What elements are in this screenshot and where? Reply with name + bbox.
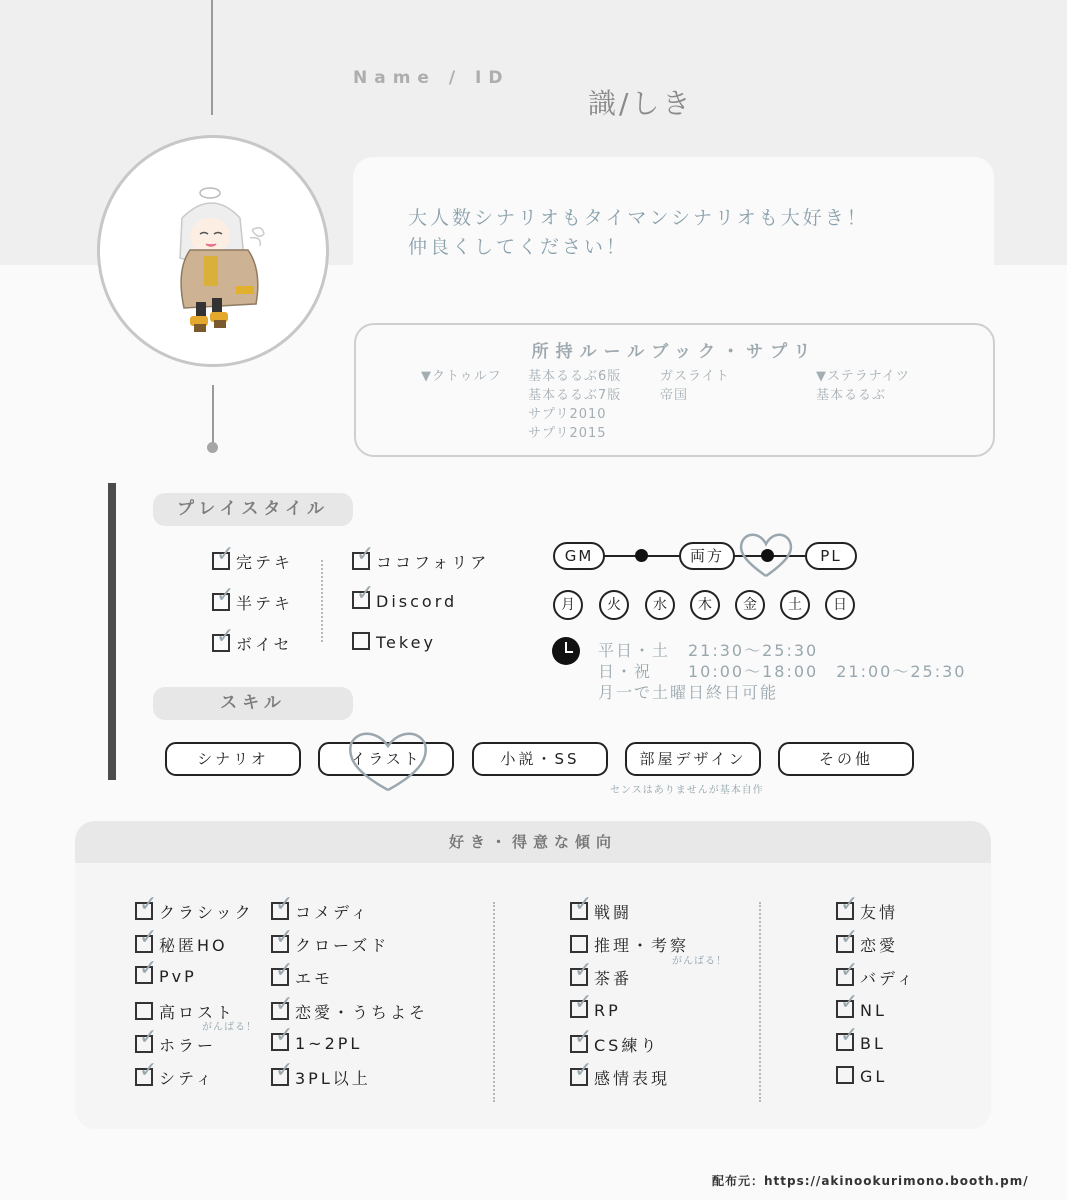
checkbox-row	[135, 1025, 217, 1056]
checkbox	[271, 892, 297, 920]
day-mon: 月	[553, 590, 583, 620]
checkbox	[836, 958, 862, 986]
checkbox-row	[836, 958, 916, 989]
checkmark-icon: ✓	[840, 1023, 862, 1048]
rulebook-item: ▼ステラナイツ	[816, 369, 910, 384]
checkbox-row	[836, 925, 899, 956]
checkmark-icon: ✓	[139, 1025, 161, 1050]
checkbox-label: シティ	[159, 1069, 215, 1088]
day-wed: 水	[645, 590, 675, 620]
checkbox-row	[135, 956, 197, 986]
rulebook-item: ガスライト	[660, 369, 730, 384]
skill-novel: 小説・SS	[472, 742, 608, 776]
note-ganbaru: がんばる！	[202, 1022, 257, 1033]
checkbox-row	[352, 632, 436, 652]
checkmark-icon: ✓	[574, 892, 596, 917]
checkmark-icon: ✓	[139, 892, 161, 917]
checkbox-label: クローズド	[295, 936, 390, 955]
rulebook-item: サプリ2010	[528, 407, 607, 422]
checkbox-row	[271, 925, 390, 956]
day-tue: 火	[599, 590, 629, 620]
checkbox-row	[212, 542, 294, 573]
checkmark-icon: ✓	[216, 583, 238, 608]
checkbox	[836, 990, 862, 1018]
skill-room-design: 部屋デザイン	[625, 742, 761, 776]
chibi-character-illustration	[100, 138, 326, 364]
clock-icon	[552, 637, 580, 665]
checkbox	[271, 925, 297, 953]
checkmark-icon: ✓	[356, 581, 378, 606]
checkbox	[271, 1058, 297, 1086]
checkmark-icon: ✓	[275, 892, 297, 917]
day-sat: 土	[780, 590, 810, 620]
checkmark-icon: ✓	[275, 958, 297, 983]
divider-line-mid	[212, 385, 214, 443]
checkmark-icon: ✓	[840, 990, 862, 1015]
checkbox-label: 1~2PL	[295, 1034, 363, 1053]
checkbox-row	[352, 542, 490, 573]
checkbox	[836, 925, 862, 953]
checkbox	[570, 1058, 596, 1086]
checkbox	[570, 958, 596, 986]
role-pl: PL	[805, 542, 857, 570]
checkbox-row	[271, 992, 429, 1023]
role-gm: GM	[553, 542, 605, 570]
checkbox	[135, 892, 161, 920]
checkmark-icon: ✓	[574, 1025, 596, 1050]
checkbox-row	[352, 581, 458, 611]
checkmark-icon: ✓	[216, 624, 238, 649]
checkbox-label: 3PL以上	[295, 1069, 371, 1088]
checkmark-icon: ✓	[275, 1023, 297, 1048]
checkmark-icon: ✓	[574, 1058, 596, 1083]
checkbox-label: NL	[860, 1001, 887, 1020]
checkbox-label: エモ	[295, 969, 334, 988]
skill-illustration: イラスト	[318, 742, 454, 776]
checkmark-icon: ✓	[840, 892, 862, 917]
divider-dot	[207, 442, 218, 453]
checkbox	[271, 958, 297, 986]
rulebook-item: 帝国	[660, 388, 689, 403]
skill-other: その他	[778, 742, 914, 776]
checkbox-row	[570, 892, 633, 923]
checkbox-label: 戦闘	[594, 903, 633, 922]
skills-heading: スキル	[153, 687, 353, 720]
checkbox-label: 推理・考察	[594, 936, 690, 955]
skill-scenario: シナリオ	[165, 742, 301, 776]
schedule-line-1: 平日・土 21:30〜25:30	[598, 641, 819, 660]
divider-line-top	[211, 0, 213, 115]
checkbox	[271, 1023, 297, 1051]
checkbox	[570, 1025, 596, 1053]
checkmark-icon: ✓	[139, 925, 161, 950]
checkmark-icon: ✓	[139, 1058, 161, 1083]
checkbox-label: コメディ	[295, 903, 370, 922]
checkmark-icon: ✓	[216, 542, 238, 567]
checkbox-label: ボイセ	[236, 635, 293, 654]
checkbox	[135, 1058, 161, 1086]
checkbox-row	[271, 892, 370, 923]
rulebook-item: 基本るるぶ7版	[528, 388, 622, 403]
day-fri: 金	[735, 590, 765, 620]
checkbox	[352, 632, 370, 650]
checkbox-row	[271, 958, 334, 989]
rulebook-item: ▼クトゥルフ	[421, 369, 502, 384]
section-side-bar	[108, 483, 116, 780]
checkbox	[570, 990, 596, 1018]
day-thu: 木	[690, 590, 720, 620]
checkbox-label: 恋愛	[860, 936, 899, 955]
rulebook-item: サプリ2015	[528, 426, 607, 441]
rulebook-title: 所持ルールブック・サプリ	[531, 342, 818, 362]
checkbox	[212, 583, 238, 611]
role-both: 両方	[679, 542, 735, 570]
checkbox-row	[836, 1023, 886, 1053]
checkbox	[135, 1002, 153, 1020]
checkmark-icon: ✓	[139, 956, 161, 981]
skill-note: センスはありませんが基本自作	[610, 785, 764, 796]
checkbox	[836, 1023, 862, 1051]
checkbox-row	[271, 1023, 363, 1053]
checkbox-row	[135, 925, 228, 956]
favorites-heading: 好き・得意な傾向	[75, 821, 991, 863]
checkbox-label: 友情	[860, 903, 899, 922]
checkbox-label: 半テキ	[236, 594, 294, 613]
dotted-divider	[321, 560, 323, 642]
checkbox-label: ココフォリア	[376, 553, 490, 572]
avatar	[97, 135, 329, 367]
checkmark-icon: ✓	[356, 542, 378, 567]
intro-line-1: 大人数シナリオもタイマンシナリオも大好き！	[408, 207, 869, 229]
heart-icon	[345, 726, 431, 794]
checkbox-label: PvP	[159, 967, 197, 986]
rulebook-item: 基本るるぶ6版	[528, 369, 622, 384]
checkbox-label: 完テキ	[236, 553, 294, 572]
checkbox-label: バディ	[860, 969, 916, 988]
checkbox-label: 高ロスト	[159, 1003, 236, 1022]
checkbox	[836, 1066, 854, 1084]
dotted-divider	[493, 902, 495, 1102]
checkbox	[212, 624, 238, 652]
checkbox-label: RP	[594, 1001, 621, 1020]
schedule-line-2: 日・祝 10:00〜18:00 21:00〜25:30	[598, 662, 967, 681]
checkbox-row	[570, 958, 633, 989]
checkbox	[135, 956, 161, 984]
checkbox-label: 感情表現	[594, 1069, 671, 1088]
checkbox-row	[570, 990, 621, 1020]
checkbox-row	[836, 990, 887, 1020]
checkbox-row	[271, 1058, 371, 1089]
checkbox-label: BL	[860, 1034, 886, 1053]
checkbox	[570, 935, 588, 953]
checkbox	[135, 925, 161, 953]
checkmark-icon: ✓	[840, 958, 862, 983]
dotted-divider	[759, 902, 761, 1102]
checkbox-row	[836, 1066, 887, 1086]
checkbox-row	[836, 892, 899, 923]
day-sun: 日	[825, 590, 855, 620]
checkbox-label: Discord	[376, 592, 458, 611]
name-value: 識/しき	[588, 87, 694, 120]
checkbox	[352, 542, 378, 570]
checkbox-label: Tekey	[376, 633, 436, 652]
schedule-line-3: 月一で土曜日終日可能	[598, 683, 779, 702]
checkbox	[570, 892, 596, 920]
checkbox-row	[212, 583, 294, 614]
checkbox-row	[212, 624, 293, 655]
checkbox-label: CS練り	[594, 1036, 660, 1055]
checkmark-icon: ✓	[574, 958, 596, 983]
checkmark-icon: ✓	[840, 925, 862, 950]
checkbox-row	[570, 1058, 671, 1089]
intro-line-2: 仲良くしてください！	[408, 236, 629, 258]
checkbox-label: 秘匿HO	[159, 936, 228, 955]
scale-dot	[635, 549, 648, 562]
checkbox-row	[135, 892, 254, 923]
checkbox	[135, 1025, 161, 1053]
credit-text: 配布元：https://akinookurimono.booth.pm/	[712, 1174, 1029, 1188]
checkbox-row	[135, 1058, 215, 1089]
checkmark-icon: ✓	[275, 925, 297, 950]
playstyle-heading: プレイスタイル	[153, 493, 353, 526]
checkbox	[212, 542, 238, 570]
checkbox-label: ホラー	[159, 1036, 217, 1055]
heart-icon	[738, 530, 794, 580]
checkmark-icon: ✓	[275, 1058, 297, 1083]
checkmark-icon: ✓	[574, 990, 596, 1015]
checkbox	[352, 581, 378, 609]
name-label: Name / ID	[353, 68, 510, 88]
checkbox-label: 茶番	[594, 969, 633, 988]
checkmark-icon: ✓	[275, 992, 297, 1017]
checkbox-label: 恋愛・うちよそ	[295, 1003, 429, 1022]
checkbox-row	[570, 1025, 660, 1056]
rulebook-item: 基本るるぶ	[816, 388, 887, 403]
note-ganbaru: がんばる！	[672, 956, 727, 967]
checkbox-label: クラシック	[159, 903, 254, 922]
checkbox	[271, 992, 297, 1020]
checkbox-label: GL	[860, 1067, 888, 1086]
checkbox	[836, 892, 862, 920]
